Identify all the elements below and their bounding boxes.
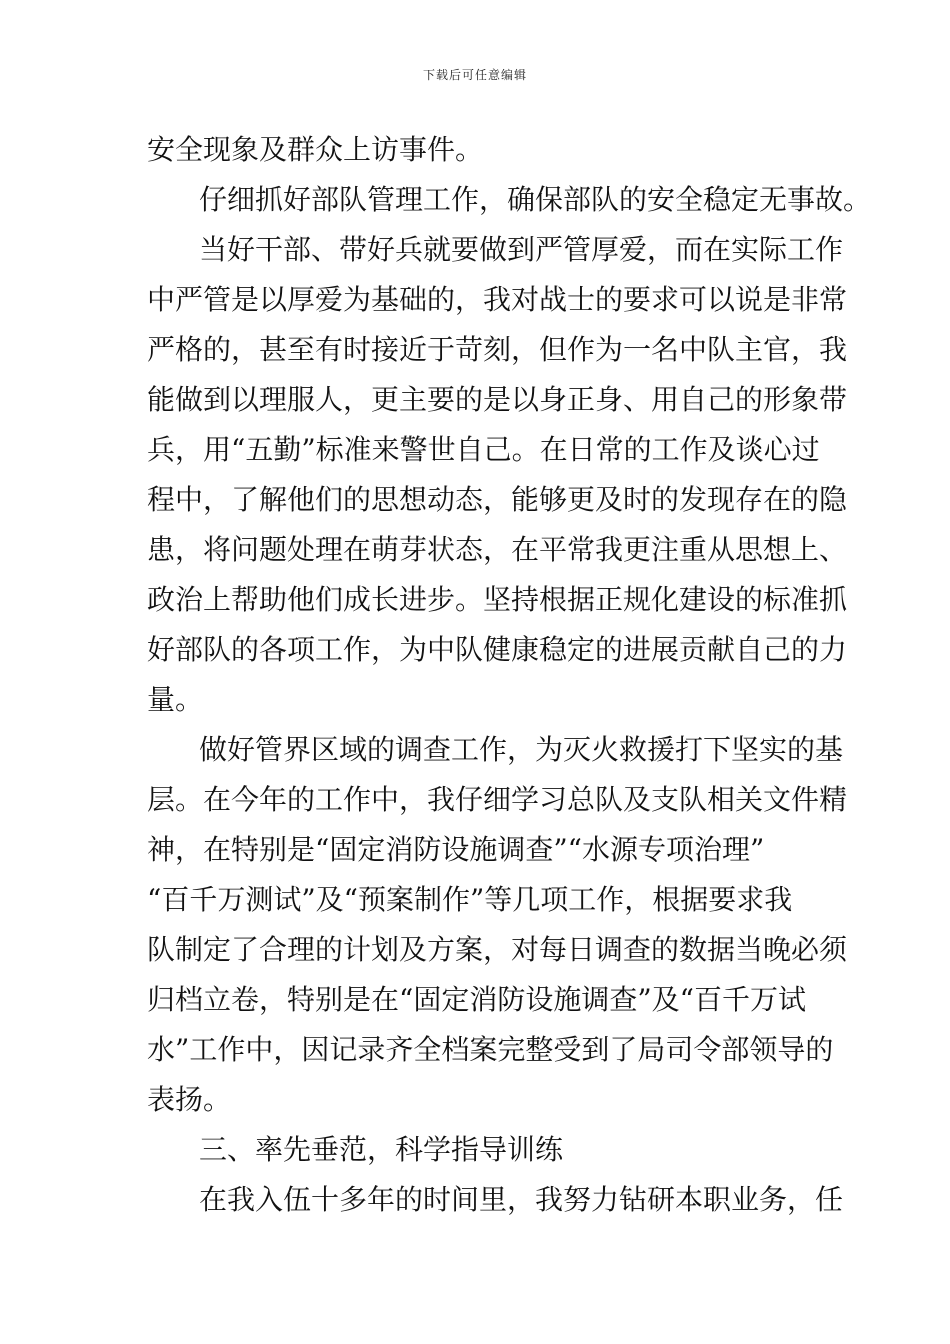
section-heading: 三、率先垂范，科学指导训练 [199, 1133, 564, 1166]
paragraph-line: 在我入伍十多年的时间里，我努力钻研本职业务，任 [199, 1183, 844, 1216]
paragraph-line: 神，在特别是“固定消防设施调查”“水源专项治理” [147, 833, 765, 866]
paragraph-line: 好部队的各项工作，为中队健康稳定的进展贡献自己的力 [147, 633, 848, 666]
paragraph-line: 中严管是以厚爱为基础的，我对战士的要求可以说是非常 [147, 283, 848, 316]
paragraph-line: 严格的，甚至有时接近于苛刻，但作为一名中队主官，我 [147, 333, 848, 366]
header-note: 下载后可任意编辑 [422, 68, 527, 82]
paragraph-line: 表扬。 [147, 1083, 232, 1116]
paragraph-line: 仔细抓好部队管理工作，确保部队的安全稳定无事故。 [199, 183, 872, 216]
paragraph-line: 层。在今年的工作中，我仔细学习总队及支队相关文件精 [147, 783, 848, 816]
paragraph-line: 兵，用“五勤”标准来警世自己。在日常的工作及谈心过 [147, 433, 820, 466]
paragraph-line: 水”工作中，因记录齐全档案完整受到了局司令部领导的 [147, 1033, 834, 1066]
paragraph-line: 做好管界区域的调查工作，为灭火救援打下坚实的基 [199, 733, 844, 766]
paragraph-line: 能做到以理服人，更主要的是以身正身、用自己的形象带 [147, 383, 848, 416]
paragraph-line: 安全现象及群众上访事件。 [147, 133, 484, 166]
paragraph-line: 患，将问题处理在萌芽状态，在平常我更注重从思想上、 [147, 533, 848, 566]
paragraph-line: 归档立卷，特别是在“固定消防设施调查”及“百千万试 [147, 983, 806, 1016]
paragraph-line: 程中，了解他们的思想动态，能够更及时的发现存在的隐 [147, 483, 848, 516]
paragraph-line: 当好干部、带好兵就要做到严管厚爱，而在实际工作 [199, 233, 844, 266]
paragraph-line: 队制定了合理的计划及方案，对每日调查的数据当晚必须 [147, 933, 848, 966]
paragraph-line: “百千万测试”及“预案制作”等几项工作，根据要求我 [147, 883, 793, 916]
paragraph-line: 政治上帮助他们成长进步。坚持根据正规化建设的标准抓 [147, 583, 848, 616]
paragraph-line: 量。 [147, 683, 204, 716]
